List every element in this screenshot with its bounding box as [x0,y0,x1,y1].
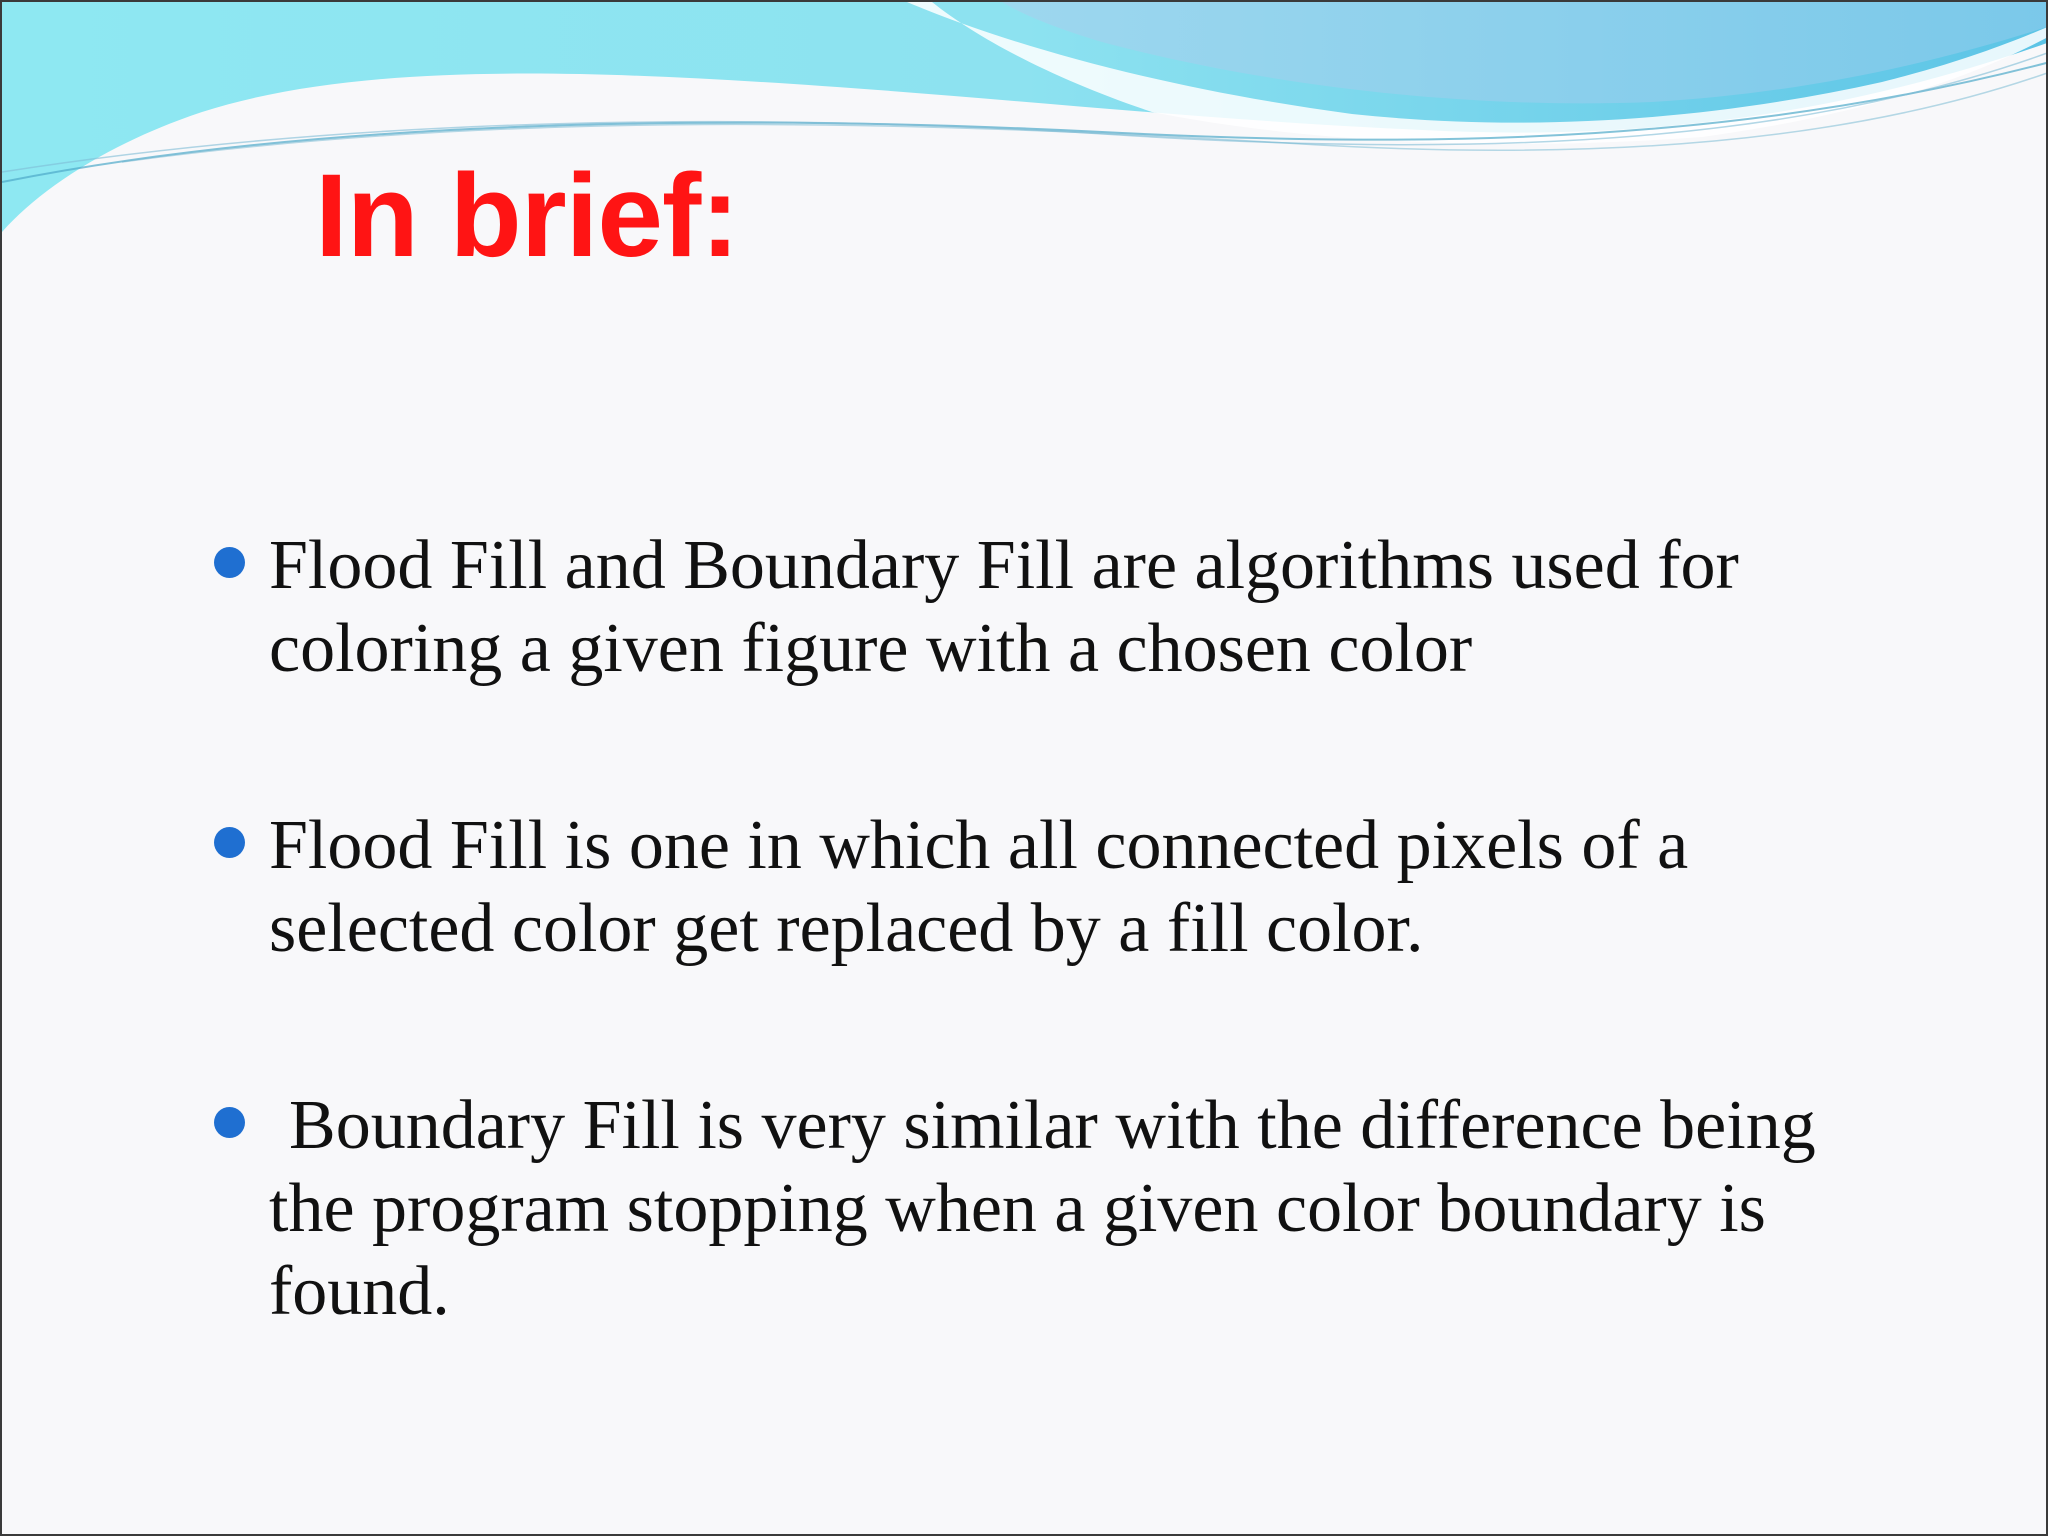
bullet-item [214,524,1894,690]
bullet-item [214,1084,1894,1333]
header-wave-decoration [2,2,2048,242]
slide-title: In brief: [315,150,739,282]
bullet-item [214,804,1894,970]
bullet-list [214,524,1894,1333]
bullet-dot-icon [214,827,245,858]
bullet-dot-icon [214,547,245,578]
bullet-dot-icon [214,1107,245,1138]
bullet-text: Flood Fill and Boundary Fill are algorithms used for coloring a given figure with a chosen color [269,527,1739,687]
bullet-text: Boundary Fill is very similar with the difference being the program stopping when a given color boundary is found. [269,1087,1816,1330]
bullet-text: Flood Fill is one in which all connected pixels of a selected color get replaced by a fill color. [269,807,1689,967]
